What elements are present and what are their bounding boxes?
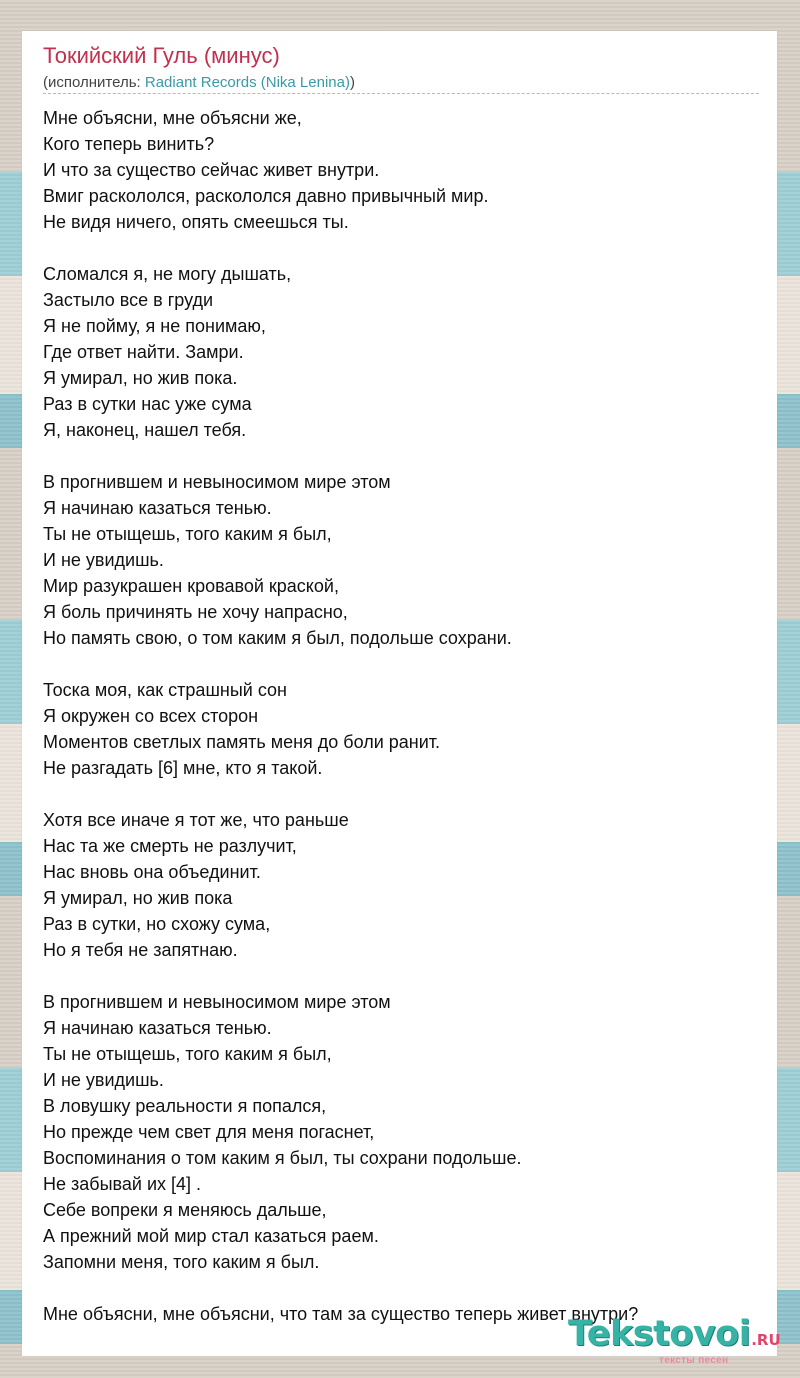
- lyric-line: В прогнившем и невыносимом мире этом: [43, 992, 391, 1012]
- lyric-line: Но я тебя не запятнаю.: [43, 940, 238, 960]
- lyrics-text: [43, 105, 767, 1327]
- lyric-line: Застыло все в груди: [43, 290, 214, 310]
- lyric-line: Не забывай их [4] .: [43, 1174, 202, 1194]
- lyric-line: Не разгадать [6] мне, кто я такой.: [43, 758, 323, 778]
- lyric-line: Раз в сутки, но схожу сума,: [43, 914, 271, 934]
- lyric-line: Раз в сутки нас уже сума: [43, 394, 252, 414]
- lyrics-stanza: [43, 469, 767, 651]
- lyric-line: Тоска моя, как страшный сон: [43, 680, 287, 700]
- artist-byline: [43, 74, 355, 91]
- title-divider: [43, 93, 759, 94]
- lyric-line: Ты не отыщешь, того каким я был,: [43, 1044, 332, 1064]
- lyrics-stanza: [43, 807, 767, 963]
- lyric-line: Я умирал, но жив пока: [43, 888, 233, 908]
- lyric-line: Хотя все иначе я тот же, что раньше: [43, 810, 349, 830]
- lyric-line: И что за существо сейчас живет внутри.: [43, 160, 380, 180]
- lyric-line: И не увидишь.: [43, 1070, 164, 1090]
- lyric-line: Мне объясни, мне объясни же,: [43, 108, 302, 128]
- logo-tagline: тексты песен: [659, 1355, 729, 1366]
- lyric-line: А прежний мой мир стал казаться раем.: [43, 1226, 379, 1246]
- site-logo[interactable]: [568, 1314, 781, 1366]
- lyric-line: Сломался я, не могу дышать,: [43, 264, 292, 284]
- lyrics-card: [22, 31, 781, 1366]
- lyric-line: Мир разукрашен кровавой краской,: [43, 576, 339, 596]
- lyric-line: Нас вновь она объединит.: [43, 862, 261, 882]
- lyrics-stanza: [43, 105, 767, 235]
- lyric-line: Нас та же смерть не разлучит,: [43, 836, 297, 856]
- artist-link[interactable]: Radiant Records (Nika Lenina): [144, 74, 350, 91]
- lyric-line: Воспоминания о том каким я был, ты сохрани подольше.: [43, 1148, 522, 1168]
- lyrics-stanza: [43, 261, 767, 443]
- lyric-line: Но прежде чем свет для меня погаснет,: [43, 1122, 375, 1142]
- lyric-line: Я начинаю казаться тенью.: [43, 498, 272, 518]
- lyric-line: И не увидишь.: [43, 550, 164, 570]
- lyric-line: Я начинаю казаться тенью.: [43, 1018, 272, 1038]
- lyric-line: Себе вопреки я меняюсь дальше,: [43, 1200, 327, 1220]
- lyric-line: Ты не отыщешь, того каким я был,: [43, 524, 332, 544]
- lyric-line: Вмиг раскололся, раскололся давно привычный мир.: [43, 186, 489, 206]
- lyric-line: Я боль причинять не хочу напрасно,: [43, 602, 348, 622]
- lyric-line: Но память свою, о том каким я был, подольше сохрани.: [43, 628, 512, 648]
- byline-prefix: (исполнитель:: [43, 74, 145, 91]
- lyric-line: Запомни меня, того каким я был.: [43, 1252, 320, 1272]
- lyric-line: Не видя ничего, опять смеешься ты.: [43, 212, 349, 232]
- lyric-line: Я окружен со всех сторон: [43, 706, 259, 726]
- lyric-line: Кого теперь винить?: [43, 134, 215, 154]
- logo-tld: .RU: [751, 1331, 781, 1349]
- lyrics-stanza: [43, 677, 767, 781]
- lyric-line: В ловушку реальности я попался,: [43, 1096, 327, 1116]
- lyric-line: В прогнившем и невыносимом мире этом: [43, 472, 391, 492]
- lyric-line: Моментов светлых память меня до боли ранит.: [43, 732, 441, 752]
- lyric-line: Мне объясни, мне объясни, что там за существо теперь живет внутри?: [43, 1304, 639, 1324]
- lyric-line: Я не пойму, я не понимаю,: [43, 316, 266, 336]
- logo-name: Tekstovoi: [568, 1314, 751, 1354]
- lyric-line: Я умирал, но жив пока.: [43, 368, 238, 388]
- byline-suffix: ): [349, 74, 355, 91]
- lyric-line: Я, наконец, нашел тебя.: [43, 420, 247, 440]
- song-title: Токийский Гуль (минус): [43, 43, 280, 68]
- lyrics-stanza: [43, 989, 767, 1275]
- lyric-line: Где ответ найти. Замри.: [43, 342, 244, 362]
